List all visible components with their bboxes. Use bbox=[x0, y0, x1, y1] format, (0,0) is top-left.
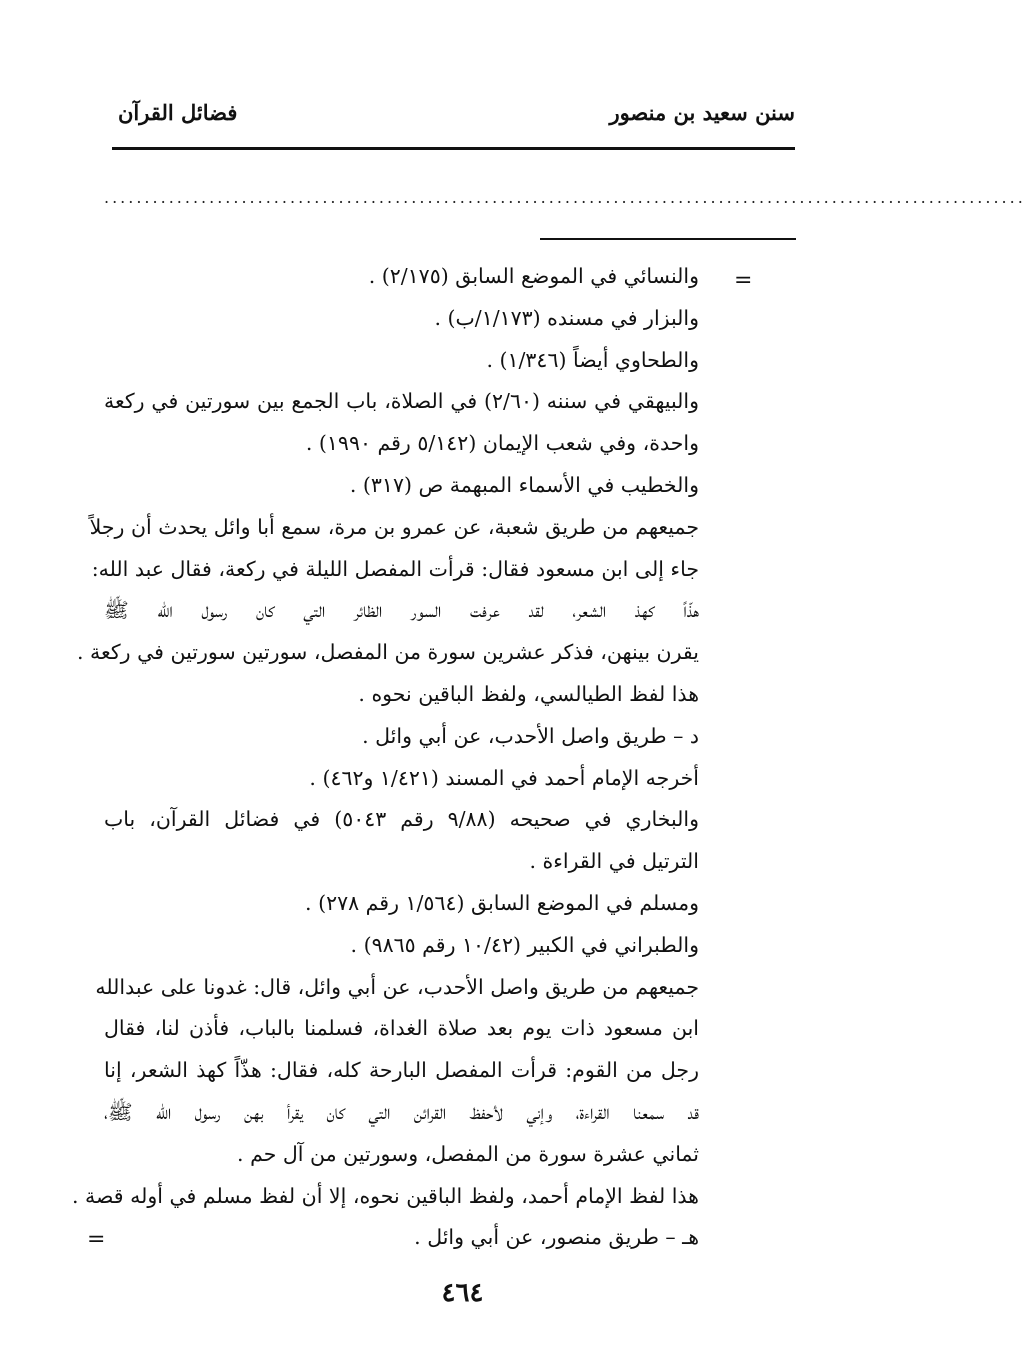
text-line: جميعهم من طريق واصل الأحدب، عن أبي وائل، قال: غدونا على عبدالله bbox=[95, 974, 699, 999]
footnote-rule bbox=[540, 238, 796, 240]
text-line: واحدة، وفي شعب الإيمان (٥/١٤٢ رقم ١٩٩٠) . bbox=[305, 431, 699, 456]
text-line: والخطيب في الأسماء المبهمة ص (٣١٧) . bbox=[349, 472, 699, 497]
text-line: أخرجه الإمام أحمد في المسند (١/٤٢١ و٤٦٢) . bbox=[309, 765, 699, 790]
text-line: والبيهقي في سننه (٢/٦٠) في الصلاة، باب الجمع بين سورتين في ركعة bbox=[104, 389, 699, 414]
continuation-mark-bottom: = bbox=[87, 1227, 106, 1252]
page-number: ٤٦٤ bbox=[441, 1278, 484, 1308]
text-line: ابن مسعود ذات يوم بعد صلاة الغداة، فسلمنا بالباب، فأذن لنا، فقال bbox=[104, 1016, 699, 1041]
text-line: الترتيل في القراءة . bbox=[529, 849, 699, 874]
text-line: رجل من القوم: قرأت المفصل البارحة كله، فقال: هذّاً كهذ الشعر، إنا bbox=[104, 1058, 699, 1083]
footnote-text bbox=[71, 256, 699, 1259]
text-line: والبخاري في صحيحه (٩/٨٨ رقم ٥٠٤٣) في فضائل القرآن، باب bbox=[104, 807, 699, 832]
text-line: هذا لفظ الطيالسي، ولفظ الباقين نحوه . bbox=[358, 681, 699, 706]
text-line: والنسائي في الموضع السابق (٢/١٧٥) . bbox=[368, 264, 699, 288]
text-line: هذا لفظ الإمام أحمد، ولفظ الباقين نحوه، إلا أن لفظ مسلم في أوله قصة . bbox=[71, 1183, 699, 1208]
text-line: قد سمعنا القراءة، وإني لأحفظ القرائن التي كان يقرأ بهن رسول الله ﷺ، bbox=[104, 1099, 699, 1124]
text-line: جاء إلى ابن مسعود فقال: قرأت المفصل الليلة في ركعة، فقال عبد الله: bbox=[91, 556, 699, 581]
text-line: جميعهم من طريق شعبة، عن عمرو بن مرة، سمع أبا وائل يحدث أن رجلاً bbox=[89, 514, 699, 539]
text-line: هـ – طريق منصور، عن أبي وائل . bbox=[414, 1225, 699, 1250]
text-line: هذّاً كهذ الشعر، لقد عرفت السور الظائر التي كان رسول الله ﷺ bbox=[104, 598, 699, 623]
text-line: والطحاوي أيضاً (١/٣٤٦) . bbox=[486, 347, 699, 372]
continuation-mark-top: = bbox=[734, 268, 753, 293]
text-line: د – طريق واصل الأحدب، عن أبي وائل . bbox=[362, 723, 699, 748]
header-rule bbox=[112, 147, 795, 150]
section-title: فضائل القرآن bbox=[118, 100, 238, 125]
book-title: سنن سعيد بن منصور bbox=[609, 100, 795, 125]
text-line: والبزار في مسنده (١/١٧٣/ب) . bbox=[434, 305, 699, 330]
text-line: ثماني عشرة سورة من المفصل، وسورتين من آل حم . bbox=[237, 1141, 699, 1166]
text-line: والطبراني في الكبير (١٠/٤٢ رقم ٩٨٦٥) . bbox=[350, 932, 699, 957]
text-line: ومسلم في الموضع السابق (١/٥٦٤ رقم ٢٧٨) . bbox=[305, 890, 699, 915]
text-line: يقرن بينهن، فذكر عشرين سورة من المفصل، سورتين سورتين في ركعة . bbox=[77, 640, 699, 665]
dotted-separator: .................................................................................................................. bbox=[104, 188, 1026, 207]
